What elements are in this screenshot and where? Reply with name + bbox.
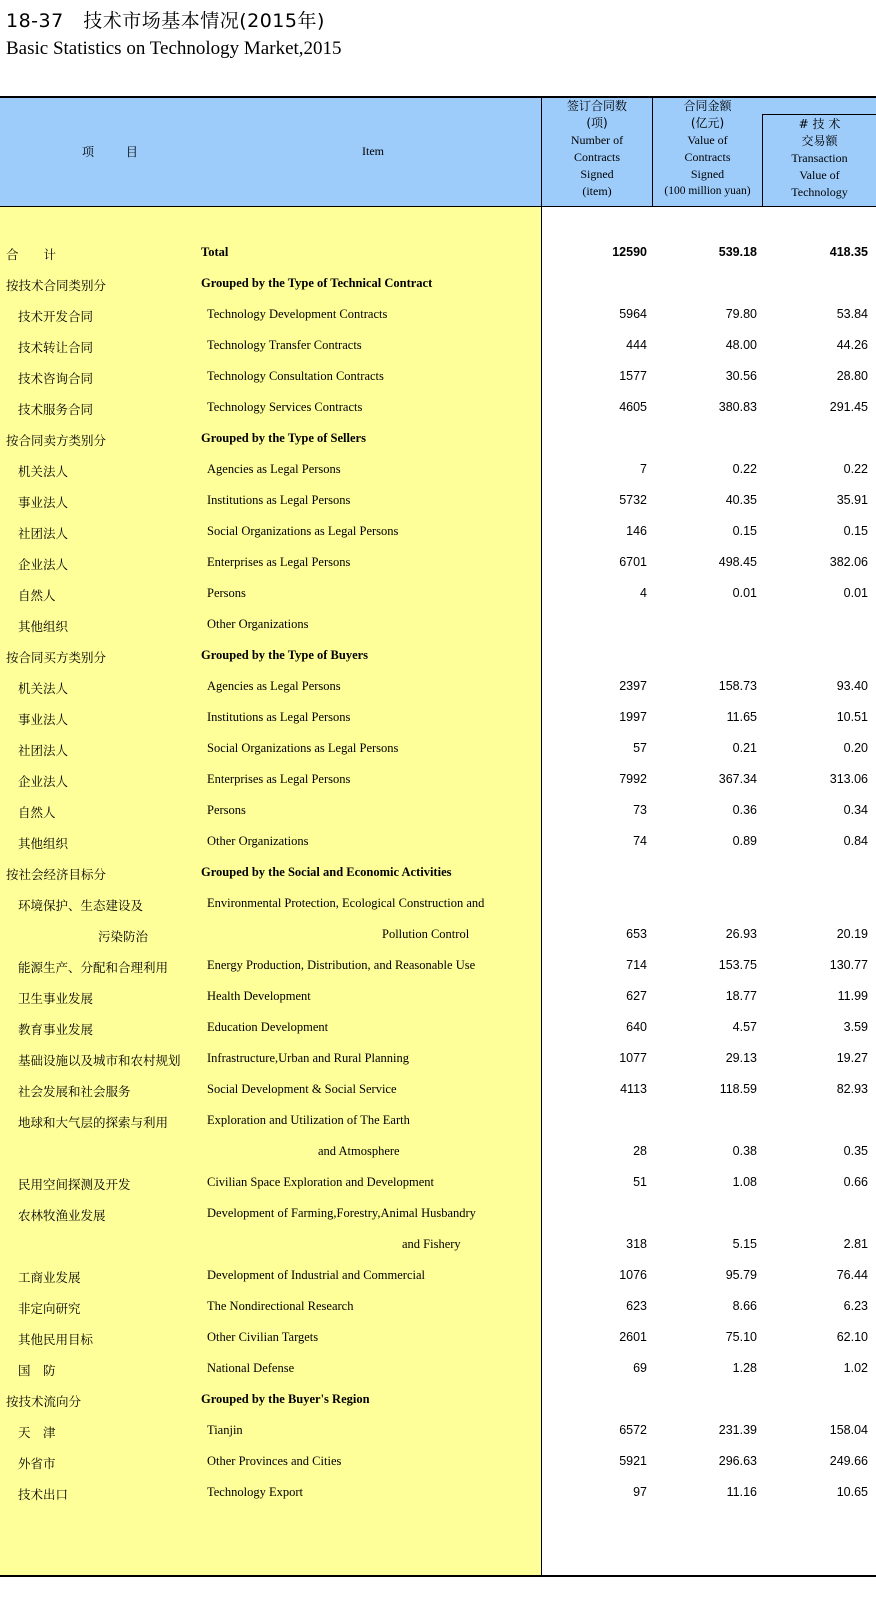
row-label-cn: 机关法人 <box>18 681 69 696</box>
table-header <box>0 98 876 207</box>
header-item-en: Item <box>362 144 384 158</box>
table-row <box>0 548 876 579</box>
transaction-value-value: 82.93 <box>836 1082 868 1096</box>
transaction-value-value: 0.34 <box>843 803 868 817</box>
row-label-cn: 技术转让合同 <box>18 340 94 355</box>
contracts-signed-value: 653 <box>626 927 647 941</box>
table-row <box>0 269 876 300</box>
row-label-en: Social Development & Social Service <box>207 1082 397 1096</box>
table-row <box>0 1416 876 1447</box>
contracts-signed-value: 1997 <box>619 710 647 724</box>
contracts-signed-value: 2601 <box>619 1330 647 1344</box>
contracts-signed-value: 5732 <box>619 493 647 507</box>
row-label-en: Agencies as Legal Persons <box>207 462 341 476</box>
row-label-cn: 按技术流向分 <box>6 1394 82 1409</box>
row-label-cn: 事业法人 <box>18 495 69 510</box>
table-row <box>0 672 876 703</box>
row-label-en: Institutions as Legal Persons <box>207 493 351 507</box>
contract-value-value: 1.28 <box>732 1361 757 1375</box>
contracts-signed-value: 146 <box>626 524 647 538</box>
row-label-cn: 技术出口 <box>18 1487 69 1502</box>
contracts-signed-value: 640 <box>626 1020 647 1034</box>
transaction-value-value: 3.59 <box>843 1020 868 1034</box>
table-row <box>0 920 876 951</box>
contract-value-value: 79.80 <box>725 307 757 321</box>
row-label-cn: 社团法人 <box>18 526 69 541</box>
row-label-en: Pollution Control <box>382 927 470 941</box>
table-row <box>0 1044 876 1075</box>
contract-value-value: 11.65 <box>726 710 757 724</box>
table-row <box>0 1323 876 1354</box>
contract-value-value: 11.16 <box>726 1485 757 1499</box>
table-row <box>0 1261 876 1292</box>
table-row <box>0 827 876 858</box>
row-label-en: Development of Industrial and Commercial <box>207 1268 425 1282</box>
contract-value-value: 0.36 <box>732 803 757 817</box>
row-label-cn: 事业法人 <box>18 712 69 727</box>
row-label-cn: 基础设施以及城市和农村规划 <box>18 1053 181 1068</box>
transaction-value-value: 158.04 <box>829 1423 868 1437</box>
row-label-en: Persons <box>207 586 246 600</box>
contract-value-value: 367.34 <box>718 772 757 786</box>
contracts-signed-value: 97 <box>633 1485 647 1499</box>
transaction-value-value: 62.10 <box>836 1330 868 1344</box>
contracts-signed-value: 57 <box>633 741 647 755</box>
row-label-cn: 环境保护、生态建设及 <box>18 898 144 913</box>
header-transaction-value: # 技 术 交易额 Transaction Value of Technology <box>791 117 848 199</box>
contract-value-value: 118.59 <box>719 1082 757 1096</box>
contract-value-value: 0.89 <box>732 834 757 848</box>
contracts-signed-value: 1577 <box>619 369 647 383</box>
contracts-signed-value: 1076 <box>619 1268 647 1282</box>
contracts-signed-value: 12590 <box>612 245 647 259</box>
transaction-value-value: 291.45 <box>829 400 868 414</box>
row-label-en: Technology Consultation Contracts <box>207 369 384 383</box>
transaction-value-value: 11.99 <box>837 989 868 1003</box>
contract-value-value: 0.38 <box>732 1144 757 1158</box>
table-bottom-rule <box>0 1575 876 1577</box>
row-label-cn: 企业法人 <box>18 557 69 572</box>
row-label-cn: 按合同卖方类别分 <box>6 433 107 448</box>
row-label-en: and Fishery <box>402 1237 461 1251</box>
row-label-cn: 按社会经济目标分 <box>6 867 107 882</box>
table-row <box>0 455 876 486</box>
table-row <box>0 1075 876 1106</box>
transaction-value-value: 249.66 <box>829 1454 868 1468</box>
row-label-cn: 其他民用目标 <box>18 1332 94 1347</box>
row-label-cn: 其他组织 <box>18 836 69 851</box>
row-label-en: Social Organizations as Legal Persons <box>207 741 399 755</box>
transaction-value-value: 76.44 <box>836 1268 868 1282</box>
transaction-value-value: 0.22 <box>843 462 868 476</box>
table-row <box>0 517 876 548</box>
table-row <box>0 1354 876 1385</box>
row-label-cn: 地球和大气层的探索与利用 <box>18 1115 169 1130</box>
transaction-value-value: 20.19 <box>836 927 868 941</box>
contracts-signed-value: 5964 <box>619 307 647 321</box>
statistics-table <box>0 96 876 1577</box>
table-body <box>0 207 876 1575</box>
row-label-en: Persons <box>207 803 246 817</box>
row-label-en: Technology Transfer Contracts <box>207 338 362 352</box>
row-label-en: Development of Farming,Forestry,Animal Husbandry <box>207 1206 476 1220</box>
row-label-en: Tianjin <box>207 1423 243 1437</box>
row-label-en: Energy Production, Distribution, and Reasonable Use <box>207 958 476 972</box>
row-label-cn: 合 计 <box>6 247 57 262</box>
table-row <box>0 1106 876 1137</box>
row-label-cn: 自然人 <box>18 805 56 820</box>
table-row <box>0 238 876 269</box>
transaction-value-value: 0.84 <box>843 834 868 848</box>
row-label-cn: 工商业发展 <box>18 1270 81 1285</box>
transaction-value-value: 130.77 <box>829 958 868 972</box>
row-label-cn: 机关法人 <box>18 464 69 479</box>
row-label-en: Institutions as Legal Persons <box>207 710 351 724</box>
row-label-cn: 能源生产、分配和合理利用 <box>18 960 169 975</box>
contract-value-value: 75.10 <box>725 1330 757 1344</box>
transaction-value-value: 0.01 <box>843 586 868 600</box>
row-label-en: Enterprises as Legal Persons <box>207 555 351 569</box>
row-label-cn: 其他组织 <box>18 619 69 634</box>
row-label-en: Environmental Protection, Ecological Construction and <box>207 896 485 910</box>
contract-value-value: 4.57 <box>732 1020 757 1034</box>
transaction-value-value: 44.26 <box>836 338 868 352</box>
transaction-value-value: 418.35 <box>829 245 868 259</box>
row-label-cn: 技术服务合同 <box>18 402 94 417</box>
table-row <box>0 1168 876 1199</box>
header-item-cn: 项 目 <box>82 145 152 159</box>
row-label-en: Grouped by the Type of Technical Contract <box>201 276 433 290</box>
row-label-en: Enterprises as Legal Persons <box>207 772 351 786</box>
header-contract-value: 合同金额 (亿元) Value of Contracts Signed (100 million yuan) <box>664 99 751 197</box>
table-row <box>0 1137 876 1168</box>
table-row <box>0 579 876 610</box>
table-row <box>0 424 876 455</box>
transaction-value-value: 35.91 <box>836 493 868 507</box>
contract-value-value: 231.39 <box>718 1423 757 1437</box>
transaction-value-value: 0.15 <box>843 524 868 538</box>
contract-value-value: 48.00 <box>725 338 757 352</box>
contracts-signed-value: 51 <box>633 1175 647 1189</box>
row-label-en: Other Organizations <box>207 834 309 848</box>
contracts-signed-value: 627 <box>626 989 647 1003</box>
table-row <box>0 1292 876 1323</box>
table-row <box>0 300 876 331</box>
row-label-cn: 自然人 <box>18 588 56 603</box>
row-label-cn: 污染防治 <box>98 929 149 944</box>
contract-value-value: 30.56 <box>725 369 757 383</box>
contract-value-value: 153.75 <box>718 958 757 972</box>
row-label-en: Exploration and Utilization of The Earth <box>207 1113 410 1127</box>
contracts-signed-value: 623 <box>626 1299 647 1313</box>
row-label-cn: 按合同买方类别分 <box>6 650 107 665</box>
table-row <box>0 362 876 393</box>
table-row <box>0 951 876 982</box>
row-label-en: Health Development <box>207 989 311 1003</box>
header-divider <box>541 98 542 206</box>
row-label-cn: 企业法人 <box>18 774 69 789</box>
contracts-signed-value: 74 <box>633 834 647 848</box>
contracts-signed-value: 28 <box>633 1144 647 1158</box>
contract-value-value: 0.21 <box>732 741 757 755</box>
table-row <box>0 858 876 889</box>
contracts-signed-value: 73 <box>633 803 647 817</box>
header-contracts-signed: 签订合同数 (项) Number of Contracts Signed (item) <box>566 99 627 198</box>
contracts-signed-value: 2397 <box>619 679 647 693</box>
table-row <box>0 1199 876 1230</box>
row-label-cn: 农林牧渔业发展 <box>18 1208 106 1223</box>
table-row <box>0 982 876 1013</box>
transaction-value-value: 0.35 <box>843 1144 868 1158</box>
row-label-en: Grouped by the Social and Economic Activities <box>201 865 452 879</box>
contract-value-value: 0.15 <box>732 524 757 538</box>
contract-value-value: 29.13 <box>725 1051 757 1065</box>
row-label-cn: 按技术合同类别分 <box>6 278 107 293</box>
contract-value-value: 0.01 <box>732 586 757 600</box>
contract-value-value: 380.83 <box>718 400 757 414</box>
transaction-value-value: 0.20 <box>843 741 868 755</box>
contract-value-value: 498.45 <box>718 555 757 569</box>
contracts-signed-value: 4605 <box>619 400 647 414</box>
contract-value-value: 26.93 <box>725 927 757 941</box>
row-label-en: National Defense <box>207 1361 295 1375</box>
transaction-value-value: 10.65 <box>836 1485 868 1499</box>
row-label-en: Technology Services Contracts <box>207 400 363 414</box>
contracts-signed-value: 318 <box>626 1237 647 1251</box>
table-row <box>0 486 876 517</box>
transaction-value-value: 19.27 <box>836 1051 868 1065</box>
row-label-cn: 技术开发合同 <box>18 309 94 324</box>
table-row <box>0 1478 876 1509</box>
row-label-en: Civilian Space Exploration and Development <box>207 1175 435 1189</box>
row-label-en: Total <box>201 245 229 259</box>
row-label-cn: 社团法人 <box>18 743 69 758</box>
row-label-en: Technology Development Contracts <box>207 307 388 321</box>
contract-value-value: 296.63 <box>718 1454 757 1468</box>
contract-value-value: 18.77 <box>725 989 757 1003</box>
contract-value-value: 1.08 <box>732 1175 757 1189</box>
row-label-en: and Atmosphere <box>318 1144 400 1158</box>
contracts-signed-value: 7 <box>640 462 647 476</box>
transaction-value-value: 93.40 <box>836 679 868 693</box>
table-row <box>0 796 876 827</box>
transaction-value-value: 10.51 <box>836 710 868 724</box>
table-row <box>0 393 876 424</box>
transaction-value-value: 313.06 <box>829 772 868 786</box>
contract-value-value: 0.22 <box>732 462 757 476</box>
contract-value-value: 539.18 <box>718 245 757 259</box>
contracts-signed-value: 444 <box>626 338 647 352</box>
table-row <box>0 703 876 734</box>
row-label-cn: 天 津 <box>18 1425 56 1440</box>
page-title-cn: 18-37 技术市场基本情况(2015年) <box>6 10 325 32</box>
transaction-value-value: 6.23 <box>843 1299 868 1313</box>
contract-value-value: 158.73 <box>718 679 757 693</box>
contracts-signed-value: 1077 <box>619 1051 647 1065</box>
row-label-cn: 技术咨询合同 <box>18 371 94 386</box>
table-row <box>0 610 876 641</box>
row-label-en: Other Provinces and Cities <box>207 1454 342 1468</box>
table-row <box>0 1230 876 1261</box>
table-row <box>0 641 876 672</box>
contracts-signed-value: 69 <box>633 1361 647 1375</box>
row-label-en: Infrastructure,Urban and Rural Planning <box>207 1051 410 1065</box>
row-label-en: Education Development <box>207 1020 329 1034</box>
contracts-signed-value: 4113 <box>620 1082 647 1096</box>
row-label-en: Other Civilian Targets <box>207 1330 319 1344</box>
table-row <box>0 1385 876 1416</box>
contracts-signed-value: 6572 <box>619 1423 647 1437</box>
row-label-cn: 社会发展和社会服务 <box>18 1084 131 1099</box>
row-label-cn: 卫生事业发展 <box>18 991 94 1006</box>
contracts-signed-value: 714 <box>626 958 647 972</box>
transaction-value-value: 28.80 <box>836 369 868 383</box>
contracts-signed-value: 5921 <box>619 1454 647 1468</box>
contract-value-value: 40.35 <box>725 493 757 507</box>
transaction-value-value: 1.02 <box>843 1361 868 1375</box>
row-label-cn: 国 防 <box>18 1363 56 1378</box>
contract-value-value: 5.15 <box>732 1237 757 1251</box>
contracts-signed-value: 6701 <box>619 555 647 569</box>
row-label-en: Agencies as Legal Persons <box>207 679 341 693</box>
table-row <box>0 1447 876 1478</box>
row-label-en: Technology Export <box>207 1485 303 1499</box>
table-row <box>0 765 876 796</box>
table-row <box>0 1013 876 1044</box>
row-label-en: Other Organizations <box>207 617 309 631</box>
row-label-en: Grouped by the Buyer's Region <box>201 1392 370 1406</box>
row-label-en: The Nondirectional Research <box>207 1299 354 1313</box>
contracts-signed-value: 4 <box>640 586 647 600</box>
row-label-cn: 外省市 <box>18 1456 56 1471</box>
transaction-value-value: 382.06 <box>829 555 868 569</box>
row-label-en: Grouped by the Type of Buyers <box>201 648 369 662</box>
header-divider <box>762 114 876 115</box>
row-label-en: Social Organizations as Legal Persons <box>207 524 399 538</box>
row-label-cn: 非定向研究 <box>18 1301 81 1316</box>
page-title-en: Basic Statistics on Technology Market,2015 <box>6 38 342 59</box>
transaction-value-value: 0.66 <box>843 1175 868 1189</box>
table-row <box>0 734 876 765</box>
contracts-signed-value: 7992 <box>619 772 647 786</box>
transaction-value-value: 2.81 <box>843 1237 868 1251</box>
row-label-en: Grouped by the Type of Sellers <box>201 431 366 445</box>
row-label-cn: 教育事业发展 <box>18 1022 94 1037</box>
table-row <box>0 331 876 362</box>
row-label-cn: 民用空间探测及开发 <box>18 1177 131 1192</box>
table-row <box>0 889 876 920</box>
transaction-value-value: 53.84 <box>836 307 868 321</box>
contract-value-value: 8.66 <box>732 1299 757 1313</box>
contract-value-value: 95.79 <box>725 1268 757 1282</box>
